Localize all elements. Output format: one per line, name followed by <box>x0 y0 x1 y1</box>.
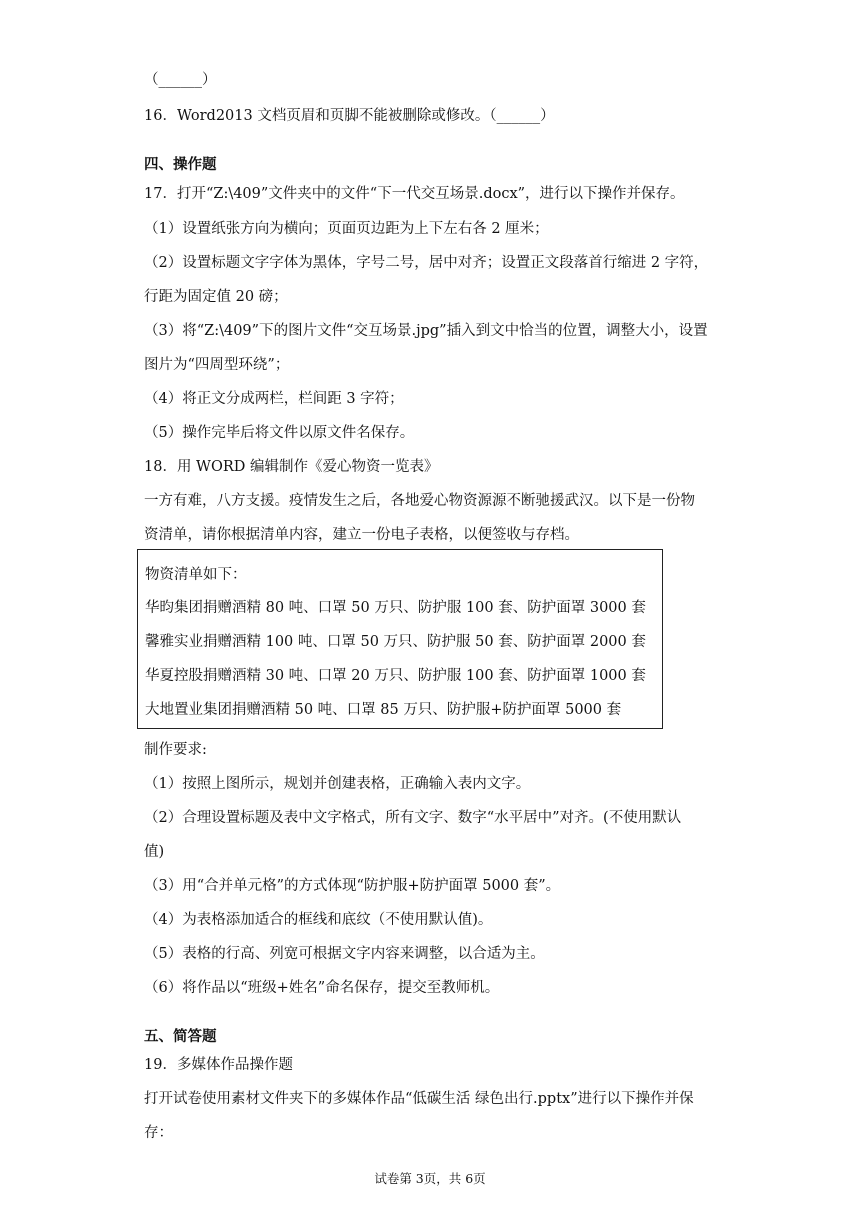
box-line: 华昀集团捐赠酒精 80 吨、口罩 50 万只、防护服 100 套、防护面罩 3000 套 <box>145 600 646 616</box>
requirement-item: （6）将作品以“班级+姓名”命名保存，提交至教师机。 <box>144 980 500 996</box>
q17-item: （4）将正文分成两栏，栏间距 3 字符； <box>144 391 404 407</box>
q19-text: 存： <box>144 1125 173 1141</box>
answer-blank-line: （______） <box>144 72 217 88</box>
q18-intro: 一方有难，八方支援。疫情发生之后，各地爱心物资源源不断驰援武汉。以下是一份物 <box>144 493 695 509</box>
requirements-title: 制作要求: <box>144 742 207 758</box>
requirement-item: 值) <box>144 844 165 860</box>
box-line: 馨雅实业捐赠酒精 100 吨、口罩 50 万只、防护服 50 套、防护面罩 2000 套 <box>145 634 646 650</box>
q17-item: （1）设置纸张方向为横向；页面页边距为上下左右各 2 厘米； <box>144 221 549 237</box>
requirement-item: （5）表格的行高、列宽可根据文字内容来调整，以合适为主。 <box>144 946 545 962</box>
section-heading-operations: 四、操作题 <box>144 157 217 173</box>
q18-intro: 资清单，请你根据清单内容，建立一份电子表格，以便签收与存档。 <box>144 527 579 543</box>
page-footer: 试卷第 3页，共 6页 <box>374 1171 486 1186</box>
material-list-box <box>137 549 663 729</box>
requirement-item: （2）合理设置标题及表中文字格式，所有文字、数字“水平居中”对齐。(不使用默认 <box>144 810 682 826</box>
section-heading-short-answer: 五、简答题 <box>144 1029 217 1045</box>
q17-item: 图片为“四周型环绕”； <box>144 357 290 373</box>
box-line: 物资清单如下： <box>145 567 247 583</box>
question-16: 16．Word2013 文档页眉和页脚不能被删除或修改。（______） <box>144 108 555 124</box>
question-17-title: 17．打开“Z:\409”文件夹中的文件“下一代交互场景.docx”，进行以下操作并保存。 <box>144 186 685 202</box>
box-line: 华夏控股捐赠酒精 30 吨、口罩 20 万只、防护服 100 套、防护面罩 1000 套 <box>145 668 646 684</box>
requirement-item: （4）为表格添加适合的框线和底纹（不使用默认值)。 <box>144 912 493 928</box>
requirement-item: （1）按照上图所示，规划并创建表格，正确输入表内文字。 <box>144 776 531 792</box>
q17-item: （2）设置标题文字字体为黑体，字号二号，居中对齐；设置正文段落首行缩进 2 字符， <box>144 255 709 271</box>
requirement-item: （3）用“合并单元格”的方式体现“防护服+防护面罩 5000 套”。 <box>144 878 561 894</box>
q17-item: 行距为固定值 20 磅； <box>144 289 288 305</box>
q17-item: （3）将“Z:\409”下的图片文件“交互场景.jpg”插入到文中恰当的位置，调整大小，设置 <box>144 323 708 339</box>
box-line: 大地置业集团捐赠酒精 50 吨、口罩 85 万只、防护服+防护面罩 5000 套 <box>145 702 622 718</box>
question-19-title: 19．多媒体作品操作题 <box>144 1057 293 1073</box>
q19-text: 打开试卷使用素材文件夹下的多媒体作品“低碳生活 绿色出行.pptx”进行以下操作并保 <box>144 1091 694 1107</box>
question-18-title: 18．用 WORD 编辑制作《爱心物资一览表》 <box>144 459 439 475</box>
q17-item: （5）操作完毕后将文件以原文件名保存。 <box>144 425 415 441</box>
